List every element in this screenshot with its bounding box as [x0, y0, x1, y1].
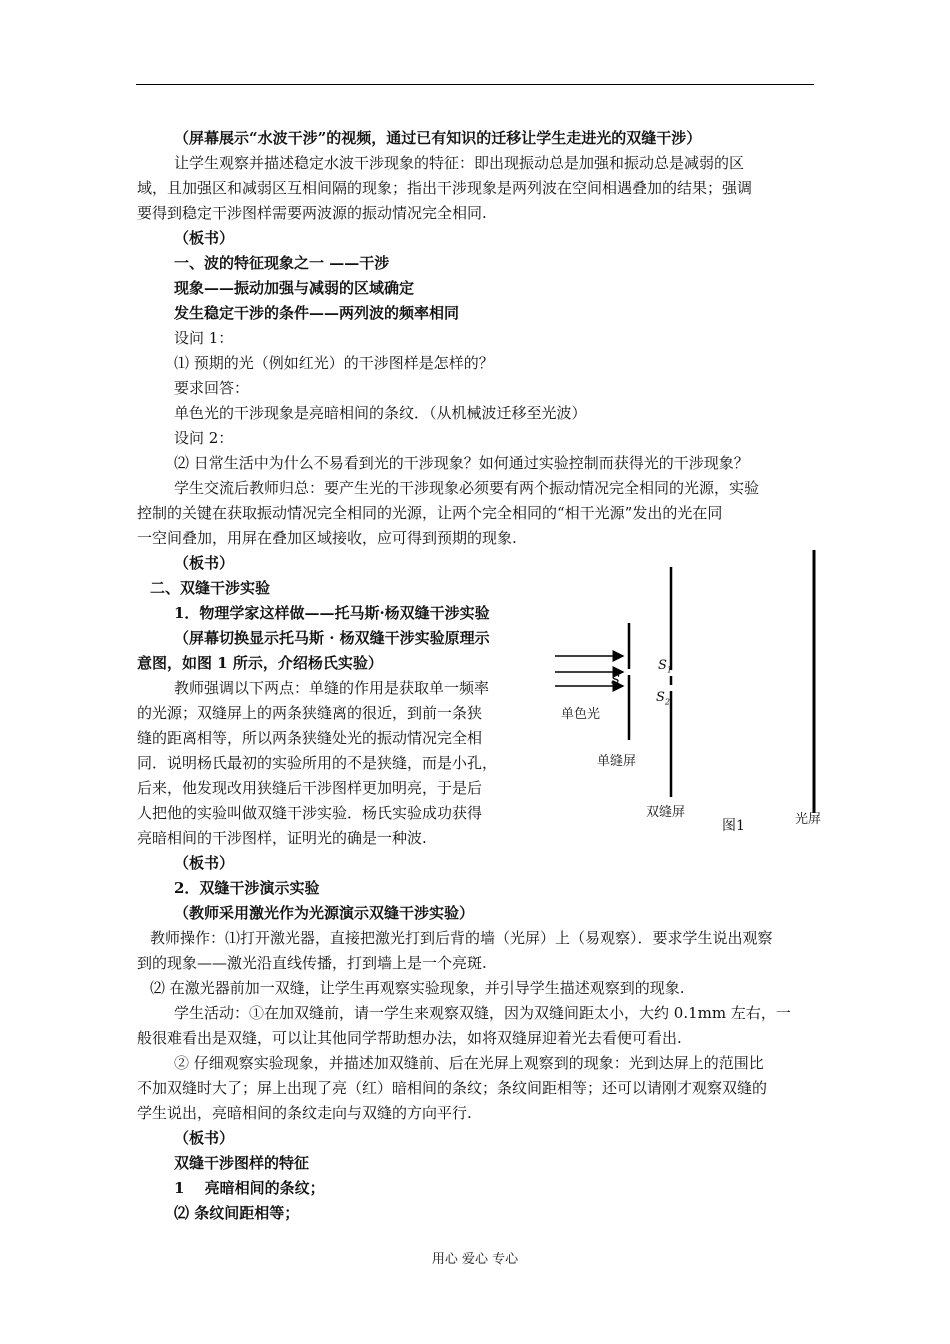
- paragraph-line: 缝的距离相等，所以两条狭缝处光的振动情况完全相: [137, 729, 483, 747]
- slit-s2-label: $S_2$: [656, 690, 670, 707]
- subsection-heading: 2．双缝干涉演示实验: [174, 879, 320, 897]
- paragraph-line: 不加双缝时大了；屏上出现了亮（红）暗相间的条纹；条纹间距相等；还可以请刚才观察双缝的: [137, 1079, 768, 1097]
- paragraph-line: ⑵ 在激光器前加一双缝，让学生再观察实验现象，并引导学生描述观察到的现象.: [150, 979, 685, 997]
- board-note: （板书）: [174, 854, 235, 872]
- subsection-heading: 1．物理学家这样做——托马斯·杨双缝干涉实验: [174, 604, 490, 622]
- paragraph-line: 人把他的实验叫做双缝干涉实验．杨氏实验成功获得: [137, 804, 483, 822]
- section-heading: 二、双缝干涉实验: [150, 579, 271, 597]
- paragraph-line: 控制的关键在获取振动情况完全相同的光源，让两个完全相同的“相干光源”发出的光在同: [137, 504, 723, 522]
- board-note: （板书）: [174, 229, 235, 247]
- paragraph-line: ② 仔细观察实验现象，并描述加双缝前、后在光屏上观察到的现象：光到达屏上的范围比: [174, 1054, 764, 1072]
- figure-double-slit: [545, 545, 835, 845]
- paragraph-line: 意图，如图 1 所示，介绍杨氏实验）: [137, 654, 383, 672]
- paragraph-line: （屏幕展示“水波干涉”的视频，通过已有知识的迁移让学生走进光的双缝干涉）: [174, 129, 702, 147]
- paragraph-line: ⑴ 预期的光（例如红光）的干涉图样是怎样的？: [174, 354, 494, 372]
- board-line: 双缝干涉图样的特征: [174, 1154, 310, 1172]
- page-footer: 用心 爱心 专心: [431, 1252, 519, 1267]
- paragraph-line: 学生活动：①在加双缝前，请一学生来观察双缝，因为双缝间距太小，大约 0.1mm 左右，一: [174, 1004, 791, 1022]
- paragraph-line: ⑵ 日常生活中为什么不易看到光的干涉现象？如何通过实验控制而获得光的干涉现象？: [174, 454, 749, 472]
- paragraph-line: 教师强调以下两点：单缝的作用是获取单一频率: [174, 679, 490, 697]
- light-screen-label: 光屏: [795, 812, 822, 827]
- paragraph-line: 教师操作：⑴打开激光器，直接把激光打到后背的墙（光屏）上（易观察）．要求学生说出观察: [150, 929, 773, 947]
- slit-s-label: S: [611, 673, 620, 688]
- paragraph-line: 亮暗相间的干涉图样，证明光的确是一种波.: [137, 829, 427, 847]
- question-label: 设问 2：: [174, 429, 234, 447]
- paragraph-line: 一空间叠加，用屏在叠加区域接收，应可得到预期的现象.: [137, 529, 517, 547]
- board-note: （板书）: [174, 554, 235, 572]
- board-line: ⑵ 条纹间距相等；: [174, 1204, 300, 1222]
- paragraph-line: 域，且加强区和减弱区互相间隔的现象；指出干涉现象是两列波在空间相遇叠加的结果；强调: [137, 179, 753, 197]
- slit-s1-label: $S_1$: [658, 658, 672, 675]
- paragraph-line: 要求回答：: [174, 379, 250, 397]
- paragraph-line: 单色光的干涉现象是亮暗相间的条纹．（从机械波迁移至光波）: [174, 404, 587, 422]
- double-slit-screen-label: 双缝屏: [646, 805, 686, 820]
- board-note: （板书）: [174, 1129, 235, 1147]
- double-slit-diagram: [545, 545, 835, 845]
- header-rule: [136, 84, 814, 85]
- paragraph-line: 的光源；双缝屏上的两条狭缝离的很近，到前一条狭: [137, 704, 483, 722]
- paragraph-line: 般很难看出是双缝，可以让其他同学帮助想办法，如将双缝屏迎着光去看便可看出.: [137, 1029, 682, 1047]
- paragraph-line: 后来，他发现改用狭缝后干涉图样更加明亮，于是后: [137, 779, 483, 797]
- section-heading: 一、波的特征现象之一 ——干涉: [174, 254, 390, 272]
- paragraph-line: 到的现象——激光沿直线传播，打到墙上是一个亮斑.: [137, 954, 487, 972]
- paragraph-line: 要得到稳定干涉图样需要两波源的振动情况完全相同.: [137, 204, 487, 222]
- question-label: 设问 1：: [174, 329, 234, 347]
- paragraph-line: （教师采用激光作为光源演示双缝干涉实验）: [174, 904, 475, 922]
- paragraph-line: 学生说出，亮暗相间的条纹走向与双缝的方向平行.: [137, 1104, 472, 1122]
- paragraph-line: （屏幕切换显示托马斯 · 杨双缝干涉实验原理示: [174, 629, 490, 647]
- single-slit-screen-label: 单缝屏: [597, 754, 637, 769]
- mono-light-label: 单色光: [561, 707, 601, 722]
- board-line: 发生稳定干涉的条件——两列波的频率相同: [174, 304, 460, 322]
- board-line: 现象——振动加强与减弱的区域确定: [174, 279, 415, 297]
- board-line: 1 亮暗相间的条纹；: [174, 1179, 325, 1197]
- paragraph-line: 让学生观察并描述稳定水波干涉现象的特征：即出现振动总是加强和振动总是减弱的区: [174, 154, 745, 172]
- paragraph-line: 同．说明杨氏最初的实验所用的不是狭缝，而是小孔，: [137, 754, 498, 772]
- figure-caption: 图1: [722, 818, 745, 834]
- paragraph-line: 学生交流后教师归总：要产生光的干涉现象必须要有两个振动情况完全相同的光源，实验: [174, 479, 760, 497]
